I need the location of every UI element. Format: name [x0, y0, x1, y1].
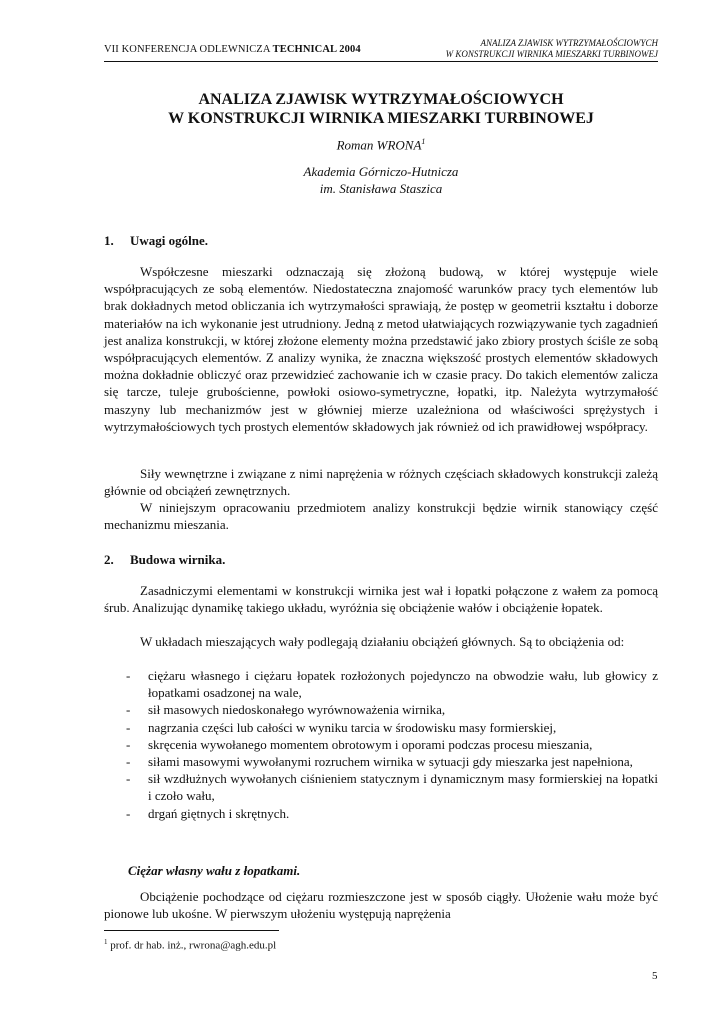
running-header-right [446, 38, 658, 60]
footnote-text: prof. dr hab. inż., rwrona@agh.edu.pl [107, 939, 277, 952]
affiliation-line2: im. Stanisława Staszica [319, 181, 443, 196]
list-item: - sił wzdłużnych wywołanych ciśnieniem statycznym i dynamicznym masy formierskiej na łopatki i czoło wału, [126, 771, 658, 804]
section-title: Budowa wirnika. [130, 552, 226, 567]
paragraph: Współczesne mieszarki odznaczają się złożoną budową, w której występuje wiele współpracujących ze sobą elementów. Niedostateczna znajomość warunków pracy tych elementów lub brak dokładnych metod obliczania ich wytrzymałości sprawiają, że postęp w geometrii kształtu i doborze materiałów na ich wykonanie jest utrudniony. Jedną z metod ułatwiających rozwiązywanie tych zagadnień jest analiza konstrukcji, w której złożone elementy można przedstawić jako zbiory prostych ściśle ze sobą współpracujących elementów. Z analizy wynika, że znaczna większość prostych elementów składowych można dokładnie obliczyć oraz przewidzieć zachowanie ich w czasie pracy. Do takich elementów zalicza się tarcze, tuleje grubościenne, powłoki osiowo-symetryczne, łopatki, itp. Należyta wytrzymałość maszyny lub mechanizmów jest w główniej mierze uzależniona od właściwości sprężystych i wytrzymałościowych tych prostych elementów składowych jak również od ich prawidłowej współpracy. [104, 264, 658, 434]
section-number: 1. [104, 233, 114, 248]
footnote-mark: 1 [104, 938, 108, 946]
affiliation [104, 163, 658, 197]
header-right-line2: W KONSTRUKCJI WIRNIKA MIESZARKI TURBINOWEJ [445, 49, 658, 59]
running-header-left [104, 44, 361, 55]
list-item: - ciężaru własnego i ciężaru łopatek rozłożonych pojedynczo na obwodzie wału, lub głowicy z łopatkami osadzonej na wale, [126, 668, 658, 701]
header-conference: VII KONFERENCJA ODLEWNICZA [104, 44, 273, 55]
paragraph: W niniejszym opracowaniu przedmiotem analizy konstrukcji będzie wirnik stanowiący część mechanizmu mieszania. [104, 500, 658, 533]
paragraph: Obciążenie pochodzące od ciężaru rozmieszczone jest w sposób ciągły. Ułożenie wału może być pionowe lub ukośne. W pierwszym ułożeniu występują naprężenia [104, 889, 658, 922]
paragraph: Zasadniczymi elementami w konstrukcji wirnika jest wał i łopatki połączone z wałem za pomocą śrub. Analizując dynamikę takiego układu, wyróżnia się obciążenie wałów i obciążenie łopatek. [104, 583, 658, 616]
list-item: - drgań giętnych i skrętnych. [126, 805, 290, 821]
section-heading-1 [104, 233, 208, 249]
title-line1: ANALIZA ZJAWISK WYTRZYMAŁOŚCIOWYCH [198, 91, 564, 108]
section-heading-2 [104, 552, 225, 568]
section-number: 2. [104, 552, 114, 567]
author-name: Roman WRONA [336, 137, 422, 153]
footnote-rule [104, 930, 279, 931]
footnote [104, 938, 276, 952]
page-number: 5 [652, 970, 658, 982]
header-rule [104, 61, 658, 62]
title-line2: W KONSTRUKCJI WIRNIKA MIESZARKI TURBINOWEJ [168, 110, 594, 127]
list-item: - sił masowych niedoskonałego wyrównoważenia wirnika, [126, 702, 446, 718]
paper-title [104, 90, 658, 128]
affiliation-line1: Akademia Górniczo-Hutnicza [303, 164, 459, 179]
author [104, 137, 658, 153]
load-list [104, 667, 658, 822]
list-item: - skręcenia wywołanego momentem obrotowym i oporami podczas procesu mieszania, [126, 736, 593, 752]
list-item: - siłami masowymi wywołanymi rozruchem wirnika w sytuacji gdy mieszarka jest napełniona, [126, 754, 633, 770]
author-footnote-mark: 1 [421, 137, 426, 146]
subheading: Ciężar własny wału z łopatkami. [128, 863, 301, 878]
list-item: - nagrzania części lub całości w wyniku tarcia w środowisku masy formierskiej, [126, 719, 557, 735]
section-title: Uwagi ogólne. [130, 233, 208, 248]
header-conference-name: TECHNICAL 2004 [272, 44, 361, 55]
paragraph: Siły wewnętrzne i związane z nimi naprężenia w różnych częściach składowych konstrukcji zależą głównie od obciążeń zewnętrznych. [104, 466, 658, 499]
paragraph: W układach mieszających wały podlegają działaniu obciążeń głównych. Są to obciążenia od: [140, 634, 625, 649]
header-right-line1: ANALIZA ZJAWISK WYTRZYMAŁOŚCIOWYCH [480, 38, 658, 48]
